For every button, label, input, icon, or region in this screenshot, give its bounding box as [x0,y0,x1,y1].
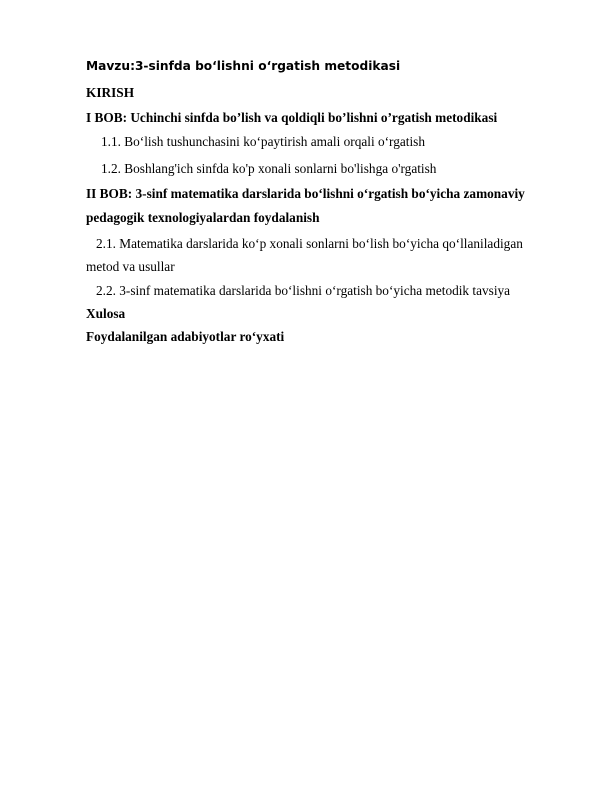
document-title: Mavzu:3-sinfda bo‘lishni o‘rgatish metodikasi [86,59,401,73]
conclusion-heading: Xulosa [86,306,126,321]
references-heading: Foydalanilgan adabiyotlar ro‘yxati [86,329,285,344]
section-2-2: 2.2. 3-sinf matematika darslarida bo‘lishni o‘rgatish bo‘yicha metodik tavsiya [96,283,511,298]
section-2-1-line2: metod va usullar [86,259,175,274]
intro-heading: KIRISH [86,85,135,100]
section-1-2: 1.2. Boshlang'ich sinfda ko'p xonali sonlarni bo'lishga o'rgatish [101,161,437,176]
section-1-1: 1.1. Bo‘lish tushunchasini ko‘paytirish amali orqali o‘rgatish [101,134,426,149]
chapter1-heading: I BOB: Uchinchi sinfda bo’lish va qoldiqli bo’lishni o’rgatish metodikasi [86,110,498,125]
section-2-1-line1: 2.1. Matematika darslarida ko‘p xonali sonlarni bo‘lish bo‘yicha qo‘llaniladigan [96,236,523,251]
chapter2-heading-line1: II BOB: 3-sinf matematika darslarida bo‘lishni o‘rgatish bo‘yicha zamonaviy [86,186,525,201]
chapter2-heading-line2: pedagogik texnologiyalardan foydalanish [86,210,320,225]
